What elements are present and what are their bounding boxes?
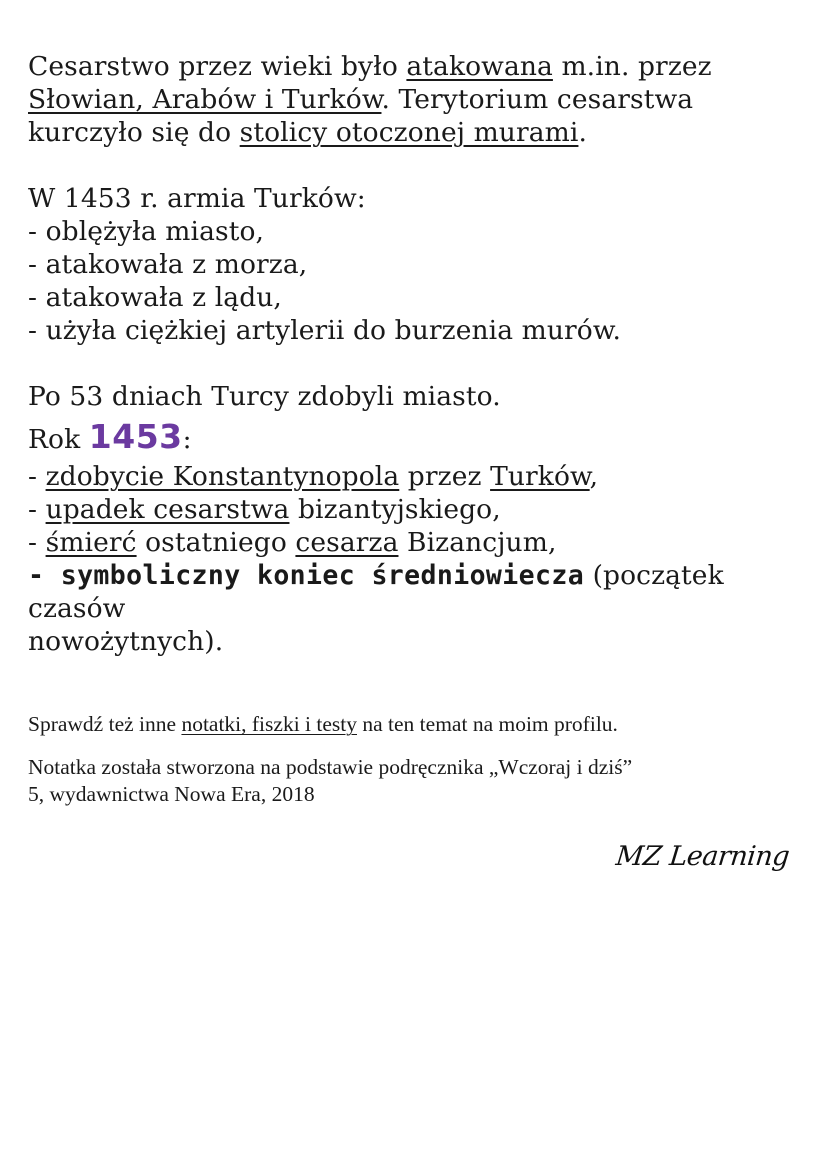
underlined-term: Słowian, Arabów i Turków [28,84,382,115]
underlined-term: zdobycie Konstantynopola [45,461,400,492]
text: Cesarstwo przez wieki było [28,51,407,82]
conquest-line: Po 53 dniach Turcy zdobyli miasto. [28,381,501,412]
list-item: - użyła ciężkiej artylerii do burzenia murów. [28,315,622,346]
year-heading [28,417,813,460]
text: Notatka została stworzona na podstawie podręcznika „Wczoraj i dziś” [28,755,633,779]
dash: - [28,527,46,558]
underlined-term: stolicy otoczonej murami [239,117,579,148]
siege-heading: W 1453 r. armia Turków: [28,183,366,214]
paragraph-empire-attacks [28,50,813,149]
underlined-term: Turków [490,461,590,492]
list-item [28,559,813,658]
year-colon: : [182,424,192,455]
text: nowożytnych). [28,626,224,657]
brand-logo: MZ Learning [614,841,791,872]
underlined-term: atakowana [406,51,553,82]
dash: - [28,461,46,492]
year-label: Rok [28,424,89,455]
bold-term: - symboliczny koniec średniowiecza [28,560,585,591]
underlined-term: upadek cesarstwa [45,494,290,525]
text: Sprawdź też inne [28,712,182,736]
footer [28,711,813,808]
text: . [578,117,587,148]
text: kurczyło się do [28,117,240,148]
text: m.in. przez [552,51,712,82]
list-item [28,460,813,493]
source-note [28,754,813,808]
profile-link[interactable]: notatki, fiszki i testy [181,712,357,736]
text: Bizancjum, [398,527,557,558]
text: (początek czasów [28,560,724,624]
list-item [28,526,813,559]
text: ostatniego [136,527,296,558]
list-item: - atakowała z lądu, [28,282,282,313]
spacer [28,149,813,182]
note-body [28,50,813,658]
underlined-term: cesarza [295,527,399,558]
list-item: - atakowała z morza, [28,249,308,280]
text: . Terytorium cesarstwa [381,84,694,115]
profile-hint [28,711,813,738]
dash: - [28,494,46,525]
year-highlight: 1453 [88,417,183,456]
list-item: - oblężyła miasto, [28,216,265,247]
underlined-term: śmierć [45,527,137,558]
text: bizantyjskiego, [289,494,501,525]
list-item [28,493,813,526]
text: przez [399,461,491,492]
text: , [589,461,599,492]
text: 5, wydawnictwa Nowa Era, 2018 [28,782,315,806]
spacer [28,347,813,380]
text: na ten temat na moim profilu. [357,712,618,736]
